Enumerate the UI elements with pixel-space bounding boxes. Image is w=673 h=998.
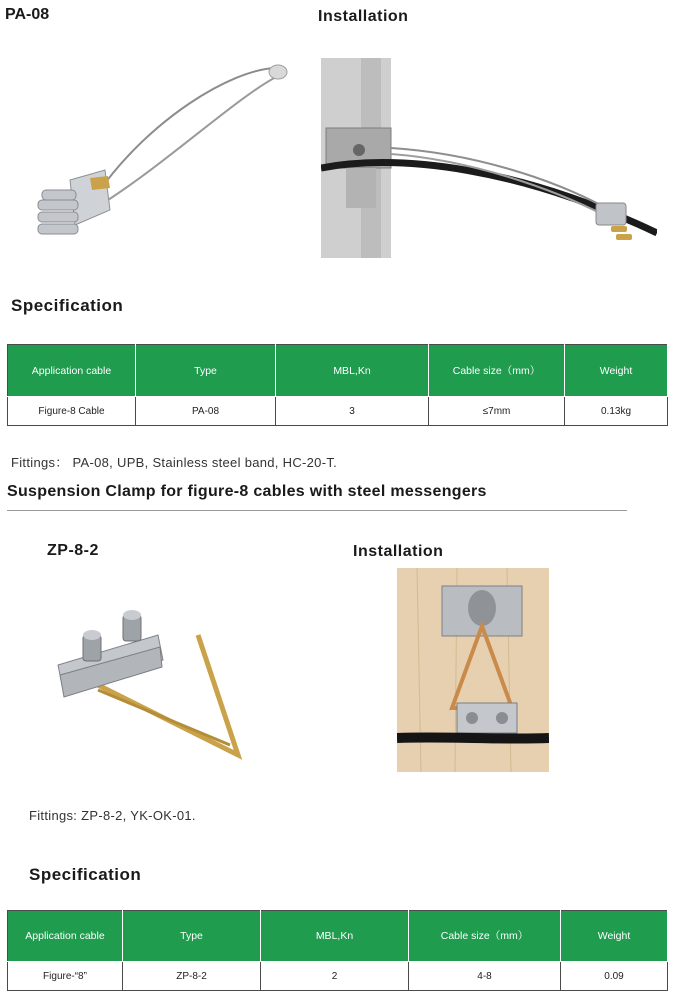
product-title-pa08: PA-08 [5, 6, 50, 23]
product-title-zp82: ZP-8-2 [47, 542, 99, 559]
header-type: Type [123, 911, 261, 962]
table-row [8, 962, 668, 991]
fittings-text-2: Fittings: ZP-8-2, YK-OK-01. [29, 808, 196, 823]
specification-title-1: Specification [11, 296, 124, 315]
table-header-row [8, 345, 668, 397]
specification-title-2: Specification [29, 865, 142, 884]
cell-application-cable: Figure-“8” [8, 962, 123, 991]
cell-cable-size: 4-8 [409, 962, 561, 991]
spec-table-zp82 [7, 910, 668, 991]
zp82-clamp-photo [48, 605, 248, 765]
header-mbl: MBL,Kn [261, 911, 409, 962]
header-cable-size: Cable size（mm） [429, 345, 565, 397]
header-cable-size: Cable size（mm） [409, 911, 561, 962]
cell-application-cable: Figure-8 Cable [8, 397, 136, 426]
header-mbl: MBL,Kn [276, 345, 429, 397]
installation-photo-wood [397, 568, 549, 772]
table-header-row [8, 911, 668, 962]
fittings-text-1: Fittings： PA-08, UPB, Stainless steel band, HC-20-T. [11, 455, 338, 470]
suspension-clamp-title: Suspension Clamp for figure-8 cables with steel messengers [7, 483, 487, 500]
cell-weight: 0.13kg [565, 397, 668, 426]
header-application-cable: Application cable [8, 345, 136, 397]
pa08-clamp-photo [30, 50, 292, 245]
table-row [8, 397, 668, 426]
header-weight: Weight [561, 911, 668, 962]
header-type: Type [136, 345, 276, 397]
installation-photo-pole [321, 58, 657, 258]
cell-cable-size: ≤7mm [429, 397, 565, 426]
section-divider [7, 510, 627, 511]
cell-type: PA-08 [136, 397, 276, 426]
installation-title-2: Installation [353, 543, 444, 560]
cell-mbl: 3 [276, 397, 429, 426]
installation-title: Installation [318, 8, 409, 25]
spec-table-pa08 [7, 344, 668, 426]
header-application-cable: Application cable [8, 911, 123, 962]
cell-type: ZP-8-2 [123, 962, 261, 991]
cell-mbl: 2 [261, 962, 409, 991]
cell-weight: 0.09 [561, 962, 668, 991]
header-weight: Weight [565, 345, 668, 397]
